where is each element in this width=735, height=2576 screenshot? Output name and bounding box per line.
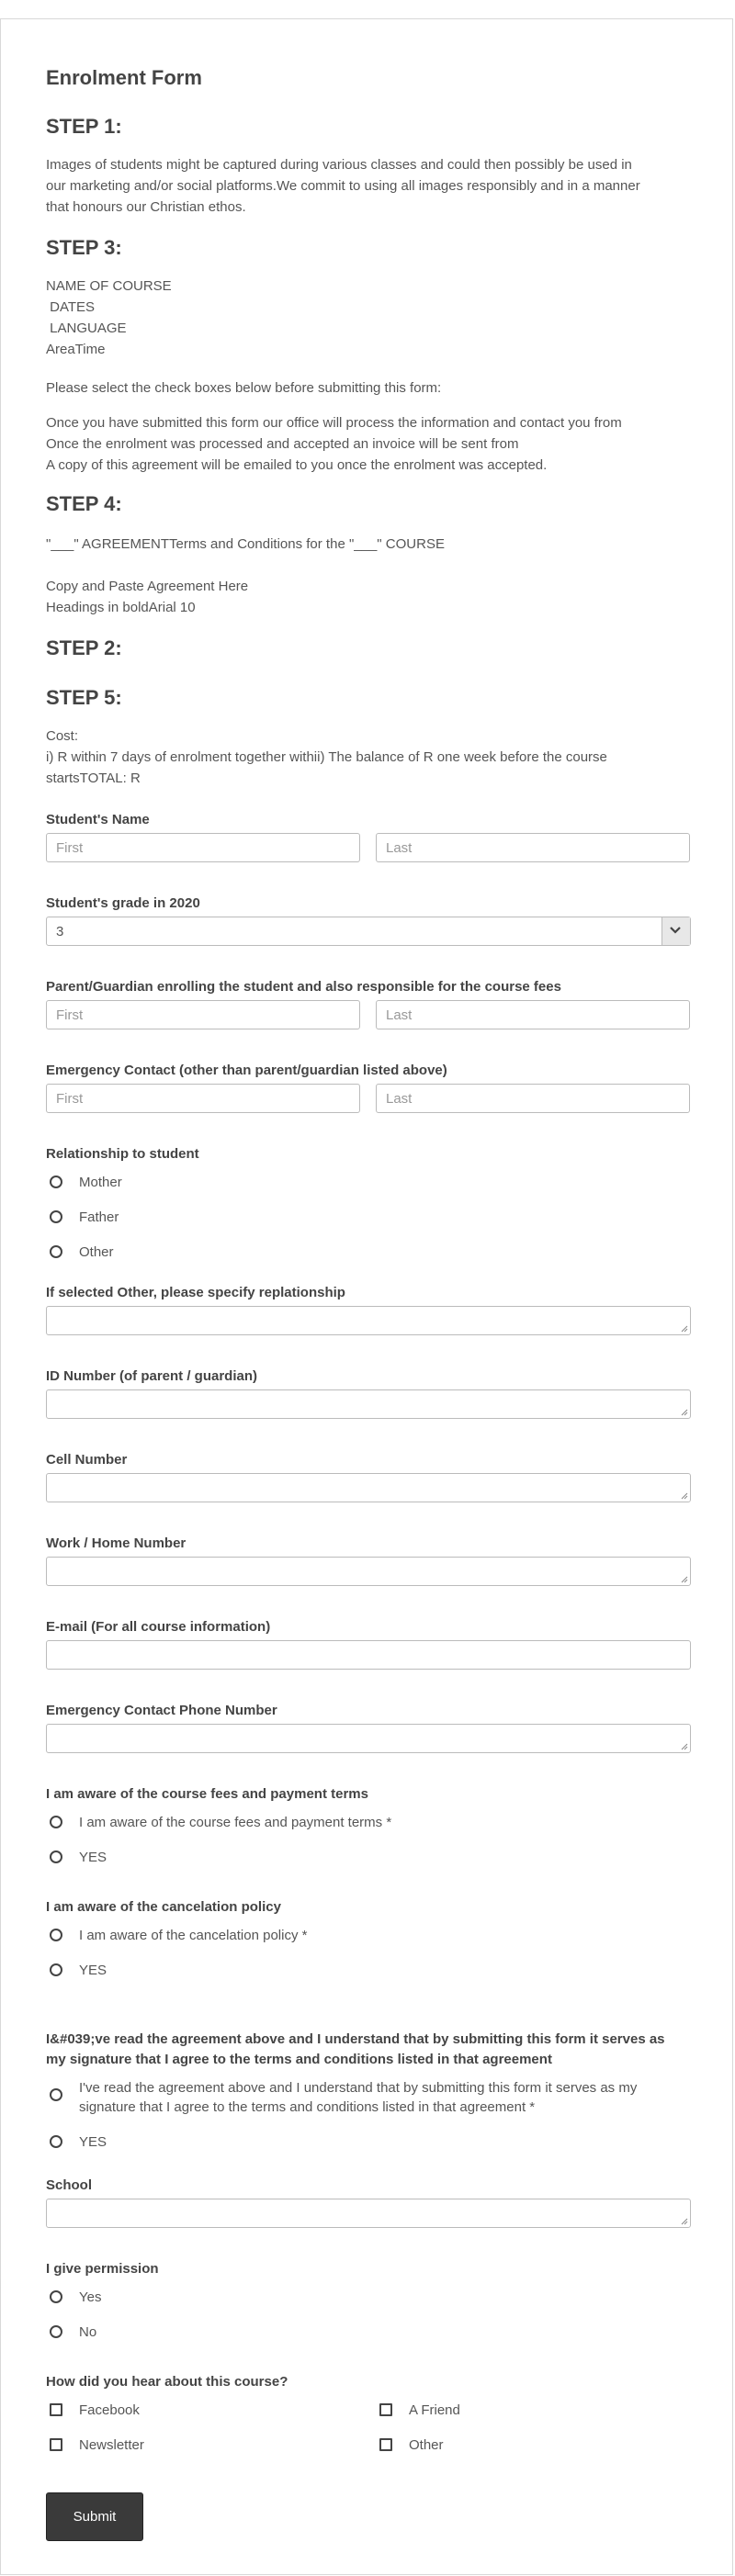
- agreement-line: Headings in boldArial 10: [46, 600, 196, 615]
- step1-title: STEP 1:: [46, 115, 122, 138]
- cell-number-input[interactable]: [46, 1473, 691, 1502]
- cost-line: i) R within 7 days of enrolment together withii) The balance of R one week before the course: [46, 749, 607, 765]
- cost-line: startsTOTAL: R: [46, 771, 141, 786]
- hear-option-friend[interactable]: [376, 2392, 460, 2427]
- student-name-fields: [46, 833, 690, 862]
- work-home-label: Work / Home Number: [46, 1535, 187, 1551]
- relationship-options: [46, 1164, 122, 1269]
- student-last-name-input[interactable]: [376, 833, 690, 862]
- permission-label: I give permission: [46, 2261, 159, 2277]
- permission-options: [46, 2279, 101, 2349]
- radio-button[interactable]: [50, 2135, 62, 2148]
- checkbox[interactable]: [379, 2403, 392, 2416]
- agreement-line: Copy and Paste Agreement Here: [46, 579, 249, 594]
- radio-button[interactable]: [50, 1176, 62, 1188]
- option-label: Father: [79, 1209, 119, 1225]
- option-label-line: I've read the agreement above and I understand that by submitting this form it serves as my: [79, 2080, 638, 2096]
- other-relationship-label: If selected Other, please specify replationship: [46, 1285, 345, 1300]
- emergency-name-fields: [46, 1084, 690, 1113]
- agreement-label: [46, 2030, 665, 2070]
- resize-grip-icon[interactable]: [681, 1492, 688, 1500]
- submit-button[interactable]: Submit: [46, 2492, 143, 2541]
- fees-option-yes[interactable]: [46, 1839, 391, 1874]
- id-number-label: ID Number (of parent / guardian): [46, 1368, 258, 1384]
- office-line: A copy of this agreement will be emailed to you once the enrolment was accepted.: [46, 457, 548, 473]
- radio-button[interactable]: [50, 2088, 62, 2101]
- resize-grip-icon[interactable]: [681, 1409, 688, 1416]
- parent-name-fields: [46, 1000, 690, 1029]
- office-line: Once you have submitted this form our office will process the information and contact you from: [46, 415, 622, 431]
- step1-line: our marketing and/or social platforms.We commit to using all images responsibly and in a manner: [46, 178, 640, 194]
- hear-option-other[interactable]: [376, 2427, 444, 2462]
- email-label: E-mail (For all course information): [46, 1619, 271, 1635]
- fees-option-aware[interactable]: [46, 1805, 391, 1839]
- resize-grip-icon[interactable]: [681, 1576, 688, 1583]
- agreement-option-yes[interactable]: [46, 2124, 637, 2159]
- agreement-label-line: my signature that I agree to the terms and conditions listed in that agreement: [46, 2052, 552, 2067]
- step1-line: Images of students might be captured during various classes and could then possibly be used in: [46, 157, 632, 173]
- fees-options: [46, 1805, 391, 1874]
- course-line: NAME OF COURSE: [46, 278, 172, 294]
- radio-button[interactable]: [50, 1850, 62, 1863]
- emergency-phone-input[interactable]: [46, 1724, 691, 1753]
- option-label: I am aware of the cancelation policy *: [79, 1927, 308, 1943]
- cost-line: Cost:: [46, 728, 79, 744]
- option-label-line: signature that I agree to the terms and conditions listed in that agreement *: [79, 2099, 536, 2115]
- parent-first-name-input[interactable]: [46, 1000, 360, 1029]
- option-label: No: [79, 2323, 97, 2340]
- checkbox[interactable]: [379, 2438, 392, 2451]
- cost-info: [46, 726, 607, 789]
- step5-title: STEP 5:: [46, 686, 122, 709]
- permission-option-no[interactable]: [46, 2314, 101, 2349]
- cancel-options: [46, 1918, 307, 1987]
- cancel-option-yes[interactable]: [46, 1952, 307, 1987]
- other-relationship-input[interactable]: [46, 1306, 691, 1335]
- radio-button[interactable]: [50, 1963, 62, 1976]
- option-label: Mother: [79, 1174, 122, 1190]
- parent-label: Parent/Guardian enrolling the student and also responsible for the course fees: [46, 979, 561, 995]
- checkbox[interactable]: [50, 2403, 62, 2416]
- agreement-body: [46, 576, 248, 618]
- agreement-heading-text: "___" AGREEMENTTerms and Conditions for the "___" COURSE: [46, 536, 445, 552]
- option-label: YES: [79, 1849, 107, 1865]
- office-line: Once the enrolment was processed and accepted an invoice will be sent from: [46, 436, 519, 452]
- student-first-name-input[interactable]: [46, 833, 360, 862]
- cancel-policy-label: I am aware of the cancelation policy: [46, 1899, 281, 1915]
- hear-option-newsletter[interactable]: [46, 2427, 144, 2462]
- emergency-phone-label: Emergency Contact Phone Number: [46, 1703, 277, 1718]
- radio-button[interactable]: [50, 1929, 62, 1941]
- grade-select[interactable]: [46, 917, 691, 946]
- work-home-input[interactable]: [46, 1557, 691, 1586]
- option-label: Other: [409, 2436, 444, 2453]
- step1-line: that honours our Christian ethos.: [46, 199, 246, 215]
- radio-button[interactable]: [50, 1245, 62, 1258]
- radio-button[interactable]: [50, 2290, 62, 2303]
- grade-dropdown-button[interactable]: [662, 917, 690, 945]
- option-label: [79, 2078, 637, 2117]
- option-label: YES: [79, 1962, 107, 1978]
- step2-title: STEP 2:: [46, 636, 122, 659]
- relationship-option-father[interactable]: [46, 1199, 122, 1234]
- course-line: AreaTime: [46, 342, 106, 357]
- option-label: YES: [79, 2133, 107, 2150]
- course-line: DATES: [46, 299, 96, 315]
- course-info: [46, 276, 172, 360]
- form-container: [0, 18, 733, 2575]
- student-name-label: Student's Name: [46, 812, 150, 827]
- office-info: [46, 412, 622, 476]
- step1-text: [46, 154, 640, 218]
- emergency-last-name-input[interactable]: [376, 1084, 690, 1113]
- option-label: I am aware of the course fees and payment terms *: [79, 1814, 392, 1830]
- resize-grip-icon[interactable]: [681, 1743, 688, 1750]
- id-number-input[interactable]: [46, 1389, 691, 1419]
- agreement-option-read[interactable]: [46, 2078, 637, 2117]
- checkbox-instruction: [46, 377, 441, 399]
- agreement-label-line: I&#039;ve read the agreement above and I understand that by submitting this form it serves as: [46, 2031, 665, 2047]
- fees-label: I am aware of the course fees and payment terms: [46, 1786, 368, 1802]
- agreement-heading: [46, 534, 445, 555]
- radio-button[interactable]: [50, 1210, 62, 1223]
- radio-button[interactable]: [50, 2325, 62, 2338]
- hear-label: How did you hear about this course?: [46, 2374, 288, 2390]
- resize-grip-icon[interactable]: [681, 2218, 688, 2225]
- emergency-first-name-input[interactable]: [46, 1084, 360, 1113]
- chevron-down-icon: [670, 926, 681, 935]
- agreement-options: [46, 2078, 637, 2159]
- step3-title: STEP 3:: [46, 236, 122, 259]
- school-input[interactable]: [46, 2199, 691, 2228]
- cancel-option-aware[interactable]: [46, 1918, 307, 1952]
- option-label: Other: [79, 1243, 114, 1260]
- emergency-contact-label: Emergency Contact (other than parent/guardian listed above): [46, 1063, 447, 1078]
- course-line: LANGUAGE: [46, 321, 127, 336]
- form-title: Enrolment Form: [46, 66, 202, 89]
- school-label: School: [46, 2177, 93, 2193]
- radio-button[interactable]: [50, 1816, 62, 1828]
- permission-option-yes[interactable]: [46, 2279, 101, 2314]
- grade-label: Student's grade in 2020: [46, 895, 200, 911]
- resize-grip-icon[interactable]: [681, 1325, 688, 1333]
- option-label: Yes: [79, 2289, 102, 2305]
- grade-selected-value: 3: [56, 924, 64, 939]
- option-label: Facebook: [79, 2402, 140, 2418]
- instruction-line: Please select the check boxes below before submitting this form:: [46, 380, 442, 396]
- cell-number-label: Cell Number: [46, 1452, 128, 1468]
- hear-option-facebook[interactable]: [46, 2392, 140, 2427]
- option-label: A Friend: [409, 2402, 460, 2418]
- relationship-label: Relationship to student: [46, 1146, 199, 1162]
- checkbox[interactable]: [50, 2438, 62, 2451]
- email-input[interactable]: [46, 1640, 691, 1670]
- parent-last-name-input[interactable]: [376, 1000, 690, 1029]
- relationship-option-other[interactable]: [46, 1234, 122, 1269]
- option-label: Newsletter: [79, 2436, 144, 2453]
- step4-title: STEP 4:: [46, 492, 122, 515]
- relationship-option-mother[interactable]: [46, 1164, 122, 1199]
